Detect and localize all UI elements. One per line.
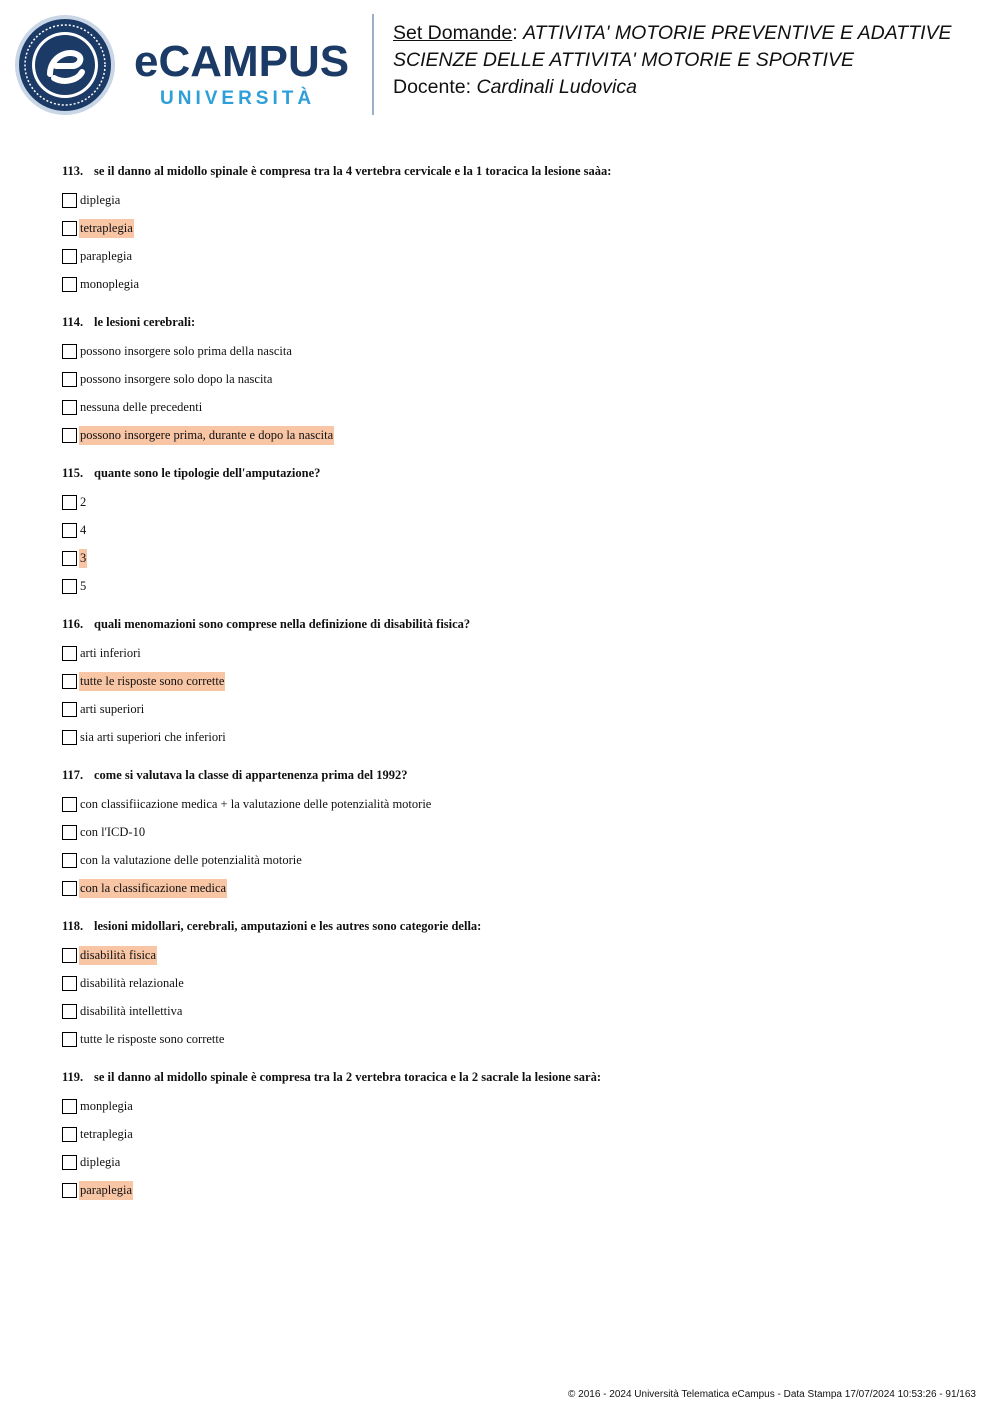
header-divider	[372, 14, 374, 115]
answer-option-correct[interactable]: disabilità fisica	[62, 941, 962, 969]
question-113	[62, 163, 962, 298]
checkbox[interactable]	[62, 249, 77, 264]
checkbox[interactable]	[62, 523, 77, 538]
answer-option-correct[interactable]: tutte le risposte sono corrette	[62, 667, 962, 695]
checkbox[interactable]	[62, 372, 77, 387]
question-title: 117. come si valutava la classe di appartenenza prima del 1992?	[62, 768, 408, 782]
checkbox[interactable]	[62, 674, 77, 689]
checkbox[interactable]	[62, 344, 77, 359]
checkbox[interactable]	[62, 277, 77, 292]
page-footer: © 2016 - 2024 Università Telematica eCampus - Data Stampa 17/07/2024 10:53:26 - 91/163	[568, 1389, 976, 1400]
checkbox[interactable]	[62, 730, 77, 745]
course-title: ATTIVITA' MOTORIE PREVENTIVE E ADATTIVE	[523, 22, 952, 44]
checkbox[interactable]	[62, 1155, 77, 1170]
checkbox[interactable]	[62, 797, 77, 812]
answer-option[interactable]: tetraplegia	[62, 1120, 962, 1148]
university-seal-icon	[14, 14, 116, 116]
answer-option-correct[interactable]: con la classificazione medica	[62, 874, 962, 902]
checkbox[interactable]	[62, 1183, 77, 1198]
logo-wordmark: eCAMPUS	[134, 37, 350, 86]
question-117	[62, 767, 962, 902]
checkbox[interactable]	[62, 1099, 77, 1114]
checkbox[interactable]	[62, 193, 77, 208]
answer-option-correct[interactable]: tetraplegia	[62, 214, 962, 242]
answer-option[interactable]: 2	[62, 488, 962, 516]
answer-option[interactable]: possono insorgere solo prima della nascita	[62, 337, 962, 365]
answer-option[interactable]: con classifiicazione medica + la valutazione delle potenzialità motorie	[62, 790, 962, 818]
question-115	[62, 465, 962, 600]
course-line-1: Set Domande: ATTIVITA' MOTORIE PREVENTIVE E ADATTIVE	[393, 22, 952, 44]
teacher-name: Cardinali Ludovica	[476, 76, 637, 98]
answer-option-correct[interactable]: 3	[62, 544, 962, 572]
question-114	[62, 314, 962, 449]
answer-option[interactable]: monoplegia	[62, 270, 962, 298]
question-118	[62, 918, 962, 1053]
answer-option[interactable]: nessuna delle precedenti	[62, 393, 962, 421]
teacher-line: Docente: Cardinali Ludovica	[393, 76, 637, 98]
answer-option-correct[interactable]: paraplegia	[62, 1176, 962, 1204]
logo-subtitle: UNIVERSITÀ	[160, 88, 316, 109]
question-title: 115. quante sono le tipologie dell'amputazione?	[62, 466, 321, 480]
answer-option-correct[interactable]: possono insorgere prima, durante e dopo la nascita	[62, 421, 962, 449]
checkbox[interactable]	[62, 495, 77, 510]
answer-option[interactable]: tutte le risposte sono corrette	[62, 1025, 962, 1053]
checkbox[interactable]	[62, 1127, 77, 1142]
question-title: 116. quali menomazioni sono comprese nella definizione di disabilità fisica?	[62, 617, 471, 631]
answer-option[interactable]: diplegia	[62, 186, 962, 214]
set-label: Set Domande	[393, 22, 513, 44]
question-116	[62, 616, 962, 751]
course-line-2	[393, 47, 983, 74]
question-title: 118. lesioni midollari, cerebrali, amputazioni e les autres sono categorie della:	[62, 919, 482, 933]
answer-option[interactable]: disabilità intellettiva	[62, 997, 962, 1025]
question-title: 114. le lesioni cerebrali:	[62, 315, 196, 329]
checkbox[interactable]	[62, 702, 77, 717]
answer-option[interactable]: arti superiori	[62, 695, 962, 723]
answer-option[interactable]: 5	[62, 572, 962, 600]
checkbox[interactable]	[62, 646, 77, 661]
answer-option[interactable]: monplegia	[62, 1092, 962, 1120]
checkbox[interactable]	[62, 428, 77, 443]
answer-option[interactable]: paraplegia	[62, 242, 962, 270]
checkbox[interactable]	[62, 825, 77, 840]
checkbox[interactable]	[62, 1032, 77, 1047]
answer-option[interactable]: 4	[62, 516, 962, 544]
answer-option[interactable]: disabilità relazionale	[62, 969, 962, 997]
question-title: 113. se il danno al midollo spinale è compresa tra la 4 vertebra cervicale e la 1 toracica la lesione saàa:	[62, 164, 612, 178]
answer-option[interactable]: arti inferiori	[62, 639, 962, 667]
teacher-label: Docente	[393, 76, 466, 98]
degree-title: SCIENZE DELLE ATTIVITA' MOTORIE E SPORTIVE	[393, 49, 854, 71]
ecampus-logo	[14, 14, 354, 116]
checkbox[interactable]	[62, 853, 77, 868]
header-info	[393, 20, 983, 101]
checkbox[interactable]	[62, 1004, 77, 1019]
answer-option[interactable]: con la valutazione delle potenzialità motorie	[62, 846, 962, 874]
checkbox[interactable]	[62, 948, 77, 963]
checkbox[interactable]	[62, 579, 77, 594]
checkbox[interactable]	[62, 400, 77, 415]
answer-option[interactable]: sia arti superiori che inferiori	[62, 723, 962, 751]
answer-option[interactable]: diplegia	[62, 1148, 962, 1176]
answer-option[interactable]: con l'ICD-10	[62, 818, 962, 846]
checkbox[interactable]	[62, 976, 77, 991]
checkbox[interactable]	[62, 221, 77, 236]
answer-option[interactable]: possono insorgere solo dopo la nascita	[62, 365, 962, 393]
checkbox[interactable]	[62, 551, 77, 566]
checkbox[interactable]	[62, 881, 77, 896]
question-title: 119. se il danno al midollo spinale è compresa tra la 2 vertebra toracica e la 2 sacrale la lesione sarà:	[62, 1070, 601, 1084]
question-119	[62, 1069, 962, 1204]
